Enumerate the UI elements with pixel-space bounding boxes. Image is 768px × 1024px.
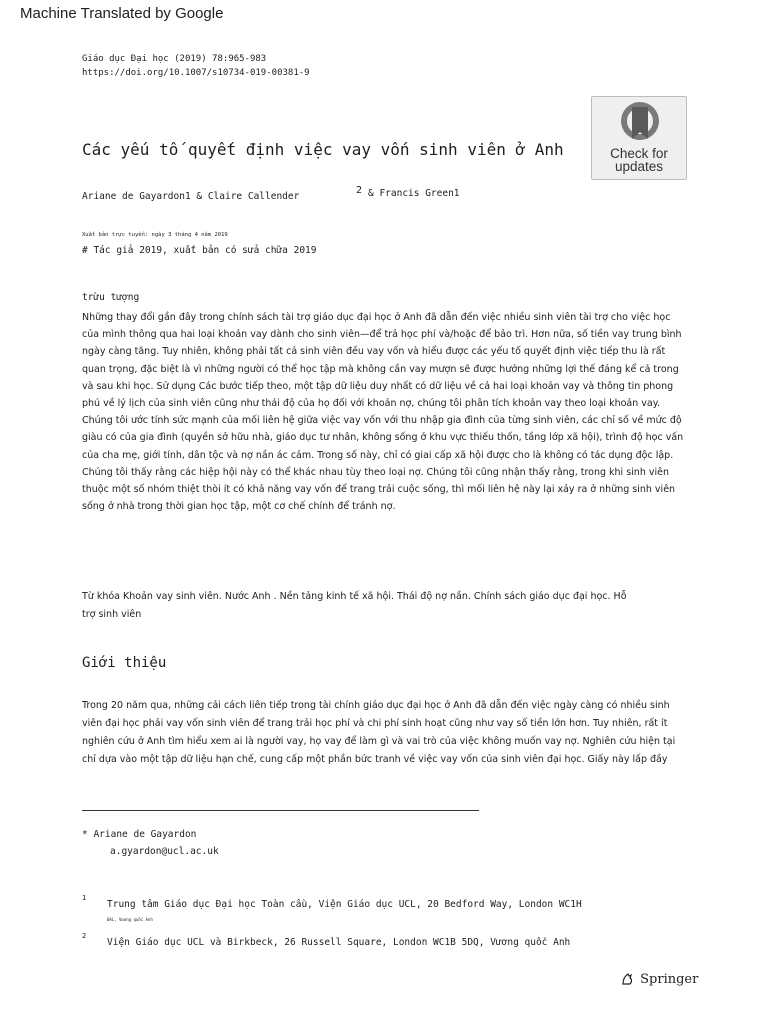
publisher-logo: [620, 972, 698, 987]
check-for-updates-badge[interactable]: [591, 96, 687, 180]
translation-banner: Machine Translated by Google: [20, 5, 224, 22]
abstract-heading: trừu tượng: [82, 292, 140, 303]
footnote-1-number: 1: [82, 894, 87, 902]
author-affiliation-sup: 2: [356, 185, 363, 196]
footnote-2-number: 2: [82, 932, 87, 940]
footnote-divider: [82, 810, 479, 811]
abstract-text: Những thay đổi gần đây trong chính sách tài trợ giáo dục đại học ở Anh đã dẫn đến việc nhiều sinh viên tài trợ cho việc học của mình thông qua hai loại khoản vay dành cho sinh viên—để trả học phí và/hoặc để bảo trì. Hơn nữa, số tiền vay trung bình ngày càng tăng. Tuy nhiên, không phải tất cả sinh viên đều vay vốn và hiểu được các yếu tố quyết định việc tiếp thu là rất quan trọng, đặc biệt là vì những người có thể học tập mà không cần vay mượn sẽ được hưởng những lợi thế đáng kể cả trong và sau khi học. Sử dụng Các bước tiếp theo, một tập dữ liệu duy nhất có dữ liệu về cả hai loại khoản vay và thông tin phong phú về lý lịch của sinh viên cũng như thái độ của họ đối với khoản nợ, chúng tôi phân tích khoản vay theo loại khoản vay. Chúng tôi ước tính sức mạnh của mối liên hệ giữa việc vay vốn với thu nhập gia đình của từng sinh viên, các chỉ số về mức độ giàu có của gia đình (quyền sở hữu nhà, giáo dục tư nhân, không sống ở khu vực thiếu thốn, tầng lớp xã hội), trình độ học vấn của cha mẹ, giới tính, dân tộc và nợ nần ác cảm. Trong số này, chỉ có giai cấp xã hội được cho là không có tác dụng độc lập. Chúng tôi thấy rằng các hiệp hội này có thể khác nhau tùy theo loại nợ. Chúng tôi cũng nhận thấy rằng, trong khi sinh viên thuộc một số nhóm thiệt thòi ít có khả năng vay vốn để trang trải cuộc sống, thì mối liên hệ này lại xảy ra ở những sinh viên sống ở nhà trong thời gian học tập, một cơ chế chính để tránh nợ.: [82, 312, 684, 513]
journal-citation: Giáo dục Đại học (2019) 78:965-983: [82, 54, 267, 64]
authors-line: Ariane de Gayardon1 & Claire Callender: [82, 191, 300, 202]
published-online-note: Xuất bản trực tuyến: ngày 3 tháng 4 năm 2019: [82, 232, 228, 238]
footnote-1-continued: 0AL, Vương quốc Anh: [107, 917, 153, 922]
keywords: Từ khóa Khoản vay sinh viên. Nước Anh . Nền tảng kinh tế xã hội. Thái độ nợ nần. Chính sách giáo dục đại học. Hỗ trợ sinh viên: [82, 591, 627, 620]
article-title: Các yếu tố quyết định việc vay vốn sinh viên ở Anh: [82, 140, 564, 159]
author-email[interactable]: a.gyardon@ucl.ac.uk: [110, 846, 219, 857]
authors-line-continued: & Francis Green1: [368, 188, 460, 199]
badge-line-2: updates: [614, 159, 664, 174]
introduction-text: Trong 20 năm qua, những cải cách liên tiếp trong tài chính giáo dục đại học ở Anh đã dẫn đến việc ngày càng có nhiều sinh viên đại học phải vay vốn sinh viên để trang trải học phí và chi phí sinh hoạt cũng như vay số tiền lớn hơn. Tuy nhiên, rất ít nghiên cứu ở Anh tìm hiểu xem ai là người vay, họ vay để làm gì và vai trò của việc không muốn vay nợ. Nghiên cứu hiện tại chỉ dựa vào một tập dữ liệu hạn chế, cung cấp một phần bức tranh về việc vay vốn của sinh viên đại học. Giấy này lấp đầy: [82, 700, 676, 765]
doi-link[interactable]: https://doi.org/10.1007/s10734-019-00381-9: [82, 68, 310, 78]
corresponding-author: * Ariane de Gayardon: [82, 829, 197, 840]
footnote-2: Viện Giáo dục UCL và Birkbeck, 26 Russell Square, London WC1B 5DQ, Vương quốc Anh: [107, 937, 571, 948]
journal-info: [82, 52, 310, 80]
bookmark-ribbon-icon: [615, 101, 665, 147]
badge-line-1: Check for: [610, 146, 668, 161]
copyright-note: # Tác giả 2019, xuất bản có sửa chữa 2019: [82, 245, 317, 256]
springer-horse-icon: [620, 972, 634, 986]
footnote-1: Trung tâm Giáo dục Đại học Toàn cầu, Viện Giáo dục UCL, 20 Bedford Way, London WC1H: [107, 899, 582, 910]
section-heading-introduction: Giới thiệu: [82, 655, 167, 671]
publisher-name: Springer: [640, 972, 699, 987]
